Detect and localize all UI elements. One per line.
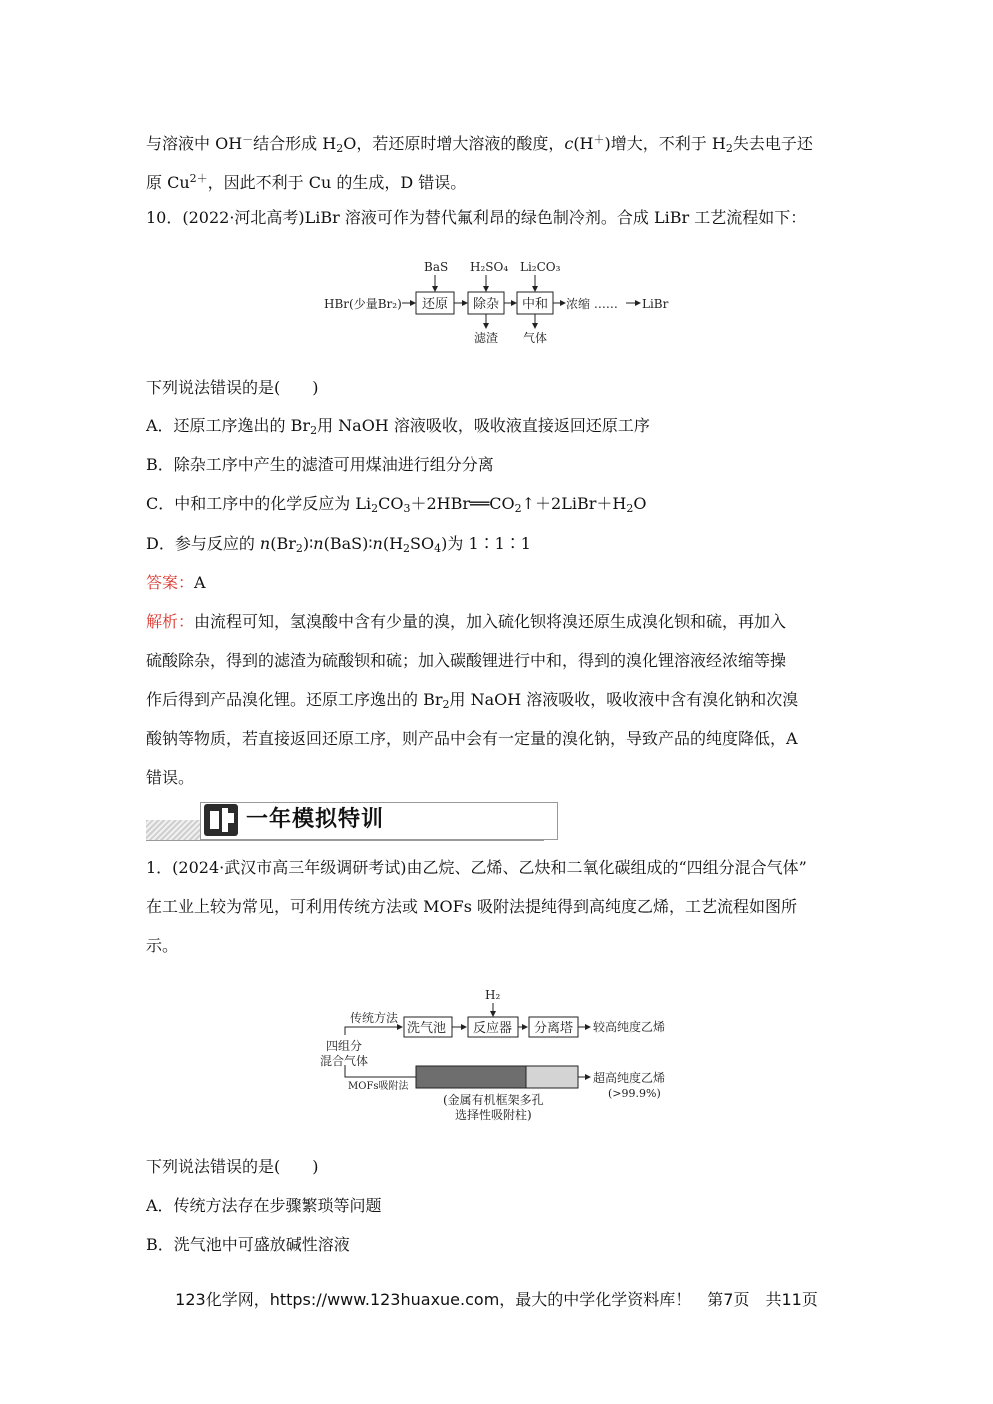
q1-flow-diagram: [318, 985, 710, 1127]
prev-text-line-1: 与溶液中 OH－结合形成 $H_2O$，若还原时增大溶液的酸度，c(H＋)增大，不利于 $H_2$失去电子还: [146, 133, 813, 155]
q10-option-c: C．中和工序中的化学反应为 $Li_2CO_3+2HBr══CO_2↑+2LiBr+H_2O$: [146, 494, 647, 515]
flow-input-label: HBr(少量Br₂): [324, 297, 402, 311]
q1-stem-line-2: 在工业上较为常见，可利用传统方法或 MOFs 吸附法提纯得到高纯度乙烯，工艺流程如图所: [146, 897, 797, 916]
method-mofs-label: MOFs吸附法: [348, 1081, 409, 1092]
box-purify-label: 除杂: [473, 297, 500, 312]
flow-product-label: LiBr: [642, 297, 669, 311]
output-high-purity-label: 较高纯度乙烯: [593, 1020, 666, 1034]
q10-option-b: B．除杂工序中产生的滤渣可用煤油进行组分分离: [146, 455, 494, 474]
box-reduce-label: 还原: [422, 297, 449, 312]
box-neutralize-label: 中和: [522, 297, 549, 312]
section-title: 一年模拟特训: [246, 807, 385, 832]
box-reactor-label: 反应器: [473, 1021, 513, 1036]
page-footer: 123化学网，https://www.123huaxue.com，最大的中学化学资料库！ 第7页 共11页: [175, 1290, 818, 1309]
q10-answer: 答案：A: [146, 573, 206, 592]
flow-tail-label: 浓缩 ……: [566, 297, 618, 311]
q10-flow-diagram: [320, 255, 680, 350]
h2-label: H₂: [485, 988, 501, 1002]
out-residue-label: 滤渣: [474, 331, 499, 345]
box-scrubber-label: 洗气池: [407, 1021, 447, 1036]
reagent-h2so4: H₂SO₄: [470, 260, 509, 274]
input-mixture-line-1: 四组分: [326, 1039, 363, 1053]
column-caption-line-2: 选择性吸附柱): [455, 1108, 532, 1122]
q1-prompt: 下列说法错误的是( ): [146, 1157, 319, 1176]
q1-option-b: B．洗气池中可盛放碱性溶液: [146, 1235, 350, 1254]
output-purity-value: (>99.9%): [608, 1087, 661, 1100]
q1-option-a: A．传统方法存在步骤繁琐等问题: [146, 1196, 382, 1215]
q10-analysis-line-4: 酸钠等物质，若直接返回还原工序，则产品中会有一定量的溴化钠，导致产品的纯度降低，A: [146, 729, 798, 748]
q1-stem-line-3: 示。: [146, 936, 179, 955]
q10-option-a: A．还原工序逸出的 $Br_2$用 NaOH 溶液吸收，吸收液直接返回还原工序: [146, 416, 650, 437]
method-traditional-label: 传统方法: [350, 1011, 399, 1025]
prev-text-line-2: 原 $Cu^{2+}$，因此不利于 Cu 的生成，D 错误。: [146, 172, 467, 192]
box-separator-label: 分离塔: [534, 1021, 574, 1036]
q10-analysis-line-2: 硫酸除杂，得到的滤渣为硫酸钡和硫；加入碳酸锂进行中和，得到的溴化锂溶液经浓缩等操: [146, 651, 787, 670]
input-mixture-line-2: 混合气体: [320, 1054, 369, 1068]
q10-analysis-line-5: 错误。: [146, 768, 195, 787]
reagent-bas: BaS: [424, 260, 449, 274]
q10-analysis-line-3: 作后得到产品溴化锂。还原工序逸出的 $Br_2$用 NaOH 溶液吸收，吸收液中含有溴化钠和次溴: [146, 690, 799, 711]
q10-prompt: 下列说法错误的是( ): [146, 378, 319, 397]
q10-stem: 10．(2022·河北高考)LiBr 溶液可作为替代氟利昂的绿色制冷剂。合成 LiBr 工艺流程如下：: [146, 208, 807, 227]
q1-stem-line-1: 1．(2024·武汉市高三年级调研考试)由乙烷、乙烯、乙炔和二氧化碳组成的“四组分混合气体”: [146, 858, 807, 877]
output-ultra-purity-label: 超高纯度乙烯: [593, 1071, 666, 1085]
q10-analysis-line-1: 解析：由流程可知，氢溴酸中含有少量的溴，加入硫化钡将溴还原生成溴化钡和硫，再加入: [146, 612, 787, 631]
section-banner: [146, 800, 546, 842]
column-caption-line-1: (金属有机框架多孔: [443, 1093, 544, 1107]
out-gas-label: 气体: [523, 331, 548, 345]
reagent-li2co3: Li₂CO₃: [520, 260, 561, 274]
q10-option-d: D．参与反应的 $n(Br_2)∶n(BaS)∶n(H_2SO_4)$为 1∶1∶1: [146, 534, 531, 555]
section-icon: [204, 804, 238, 836]
